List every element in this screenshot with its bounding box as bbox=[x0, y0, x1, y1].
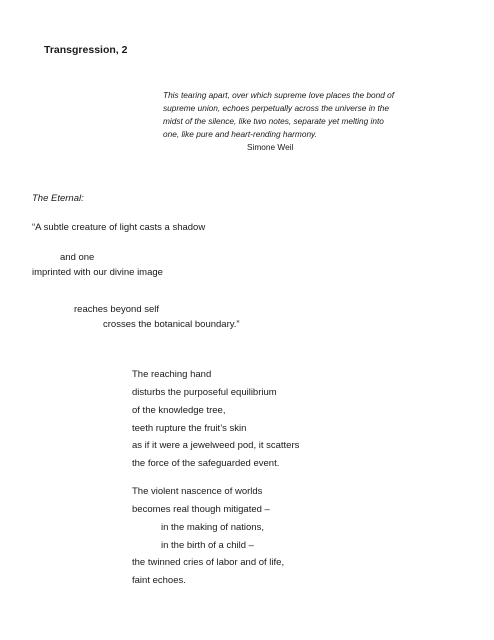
poem-line: in the making of nations, bbox=[161, 522, 264, 533]
poem-line: The violent nascence of worlds bbox=[132, 486, 263, 497]
epigraph-line: midst of the silence, like two notes, separate yet melting into bbox=[163, 116, 384, 126]
poem-line: teeth rupture the fruit’s skin bbox=[132, 423, 247, 434]
epigraph-line: one, like pure and heart-rending harmony. bbox=[163, 129, 317, 139]
poem-line: of the knowledge tree, bbox=[132, 405, 226, 416]
poem-line: faint echoes. bbox=[132, 575, 186, 586]
poem-title: Transgression, 2 bbox=[44, 44, 128, 56]
poem-line: imprinted with our divine image bbox=[32, 267, 163, 278]
epigraph-attribution: Simone Weil bbox=[247, 142, 294, 152]
poem-line: reaches beyond self bbox=[74, 304, 160, 315]
poem-line: The reaching hand bbox=[132, 369, 212, 380]
poem-line: disturbs the purposeful equilibrium bbox=[132, 387, 277, 398]
poem-line: the force of the safeguarded event. bbox=[132, 458, 280, 469]
poem-line: “A subtle creature of light casts a shadow bbox=[32, 222, 206, 233]
poem-line: in the birth of a child – bbox=[161, 540, 254, 551]
poem-line: and one bbox=[60, 252, 95, 263]
epigraph-line: This tearing apart, over which supreme love places the bond of bbox=[163, 90, 395, 100]
speaker-label: The Eternal: bbox=[32, 193, 84, 204]
poem-line: the twinned cries of labor and of life, bbox=[132, 557, 285, 568]
poem-line: becomes real though mitigated – bbox=[132, 504, 270, 515]
poem-line: as if it were a jewelweed pod, it scatters bbox=[132, 440, 300, 451]
poem-line: crosses the botanical boundary.” bbox=[103, 319, 240, 330]
epigraph-line: supreme union, echoes perpetually across the universe in the bbox=[163, 103, 389, 113]
